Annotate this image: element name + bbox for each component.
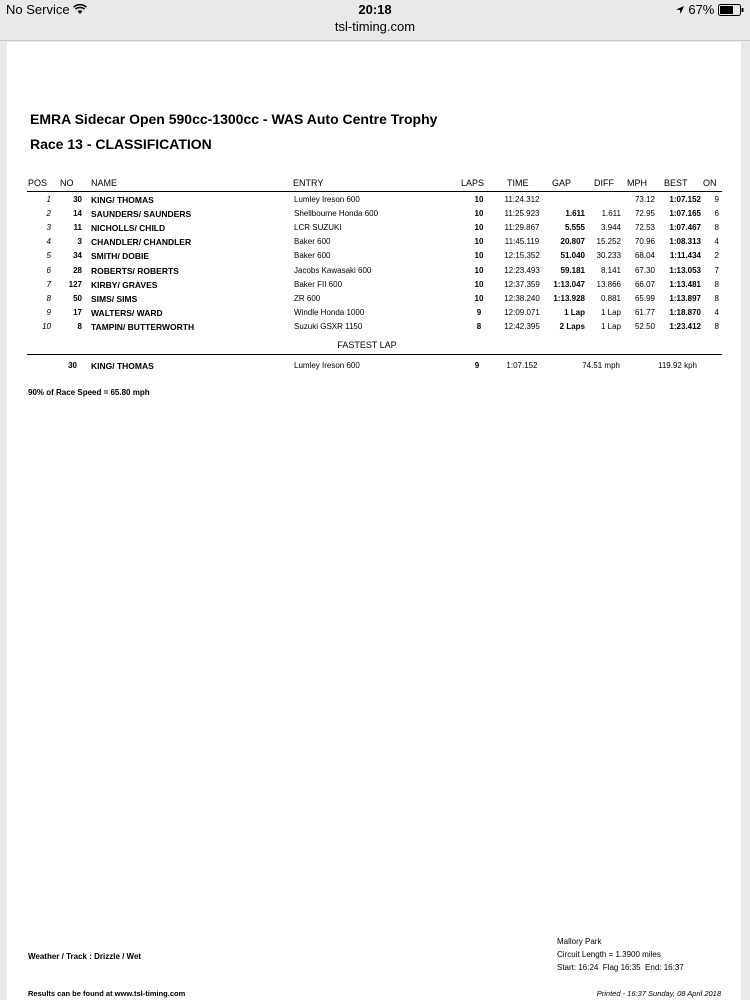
printed-timestamp: Printed - 16:37 Sunday, 08 April 2018 — [596, 989, 721, 998]
weather-info: Weather / Track : Drizzle / Wet — [28, 952, 142, 961]
cell-time: 12:09.071 — [504, 307, 540, 317]
location-arrow-icon — [675, 5, 685, 15]
cell-entry: LCR SUZUKI — [294, 223, 342, 233]
cell-no: 127 — [68, 279, 82, 289]
col-header-pos: POS — [28, 178, 48, 188]
cell-on: 8 — [714, 293, 719, 303]
col-header-entry: ENTRY — [293, 178, 324, 188]
cell-name: ROBERTS/ ROBERTS — [91, 265, 179, 276]
col-header-gap: GAP — [552, 178, 572, 188]
cell-on: 7 — [714, 265, 719, 275]
cell-no: 8 — [77, 321, 82, 331]
cell-time: 11:45.119 — [504, 237, 540, 247]
circuit-name: Mallory Park — [557, 937, 602, 946]
cell-best: 1:07.467 — [669, 223, 701, 233]
cell-entry: Shellbourne Honda 600 — [294, 209, 379, 219]
col-header-laps: LAPS — [461, 178, 485, 188]
cell-best: 1:13.053 — [669, 265, 701, 275]
cell-entry: Baker FII 600 — [294, 279, 343, 289]
cell-diff: 15.252 — [596, 237, 621, 247]
cell-entry: Baker 600 — [294, 237, 331, 247]
cell-name: WALTERS/ WARD — [91, 307, 163, 318]
fastest-lap-lap: 9 — [474, 361, 480, 370]
cell-mph: 70.96 — [634, 237, 655, 247]
cell-name: KIRBY/ GRAVES — [91, 279, 158, 290]
race-speed-note: 90% of Race Speed = 65.80 mph — [28, 388, 150, 397]
cell-mph: 68.04 — [634, 251, 655, 261]
cell-diff: 3.944 — [600, 223, 621, 233]
cell-laps: 9 — [476, 307, 482, 317]
cell-laps: 10 — [474, 265, 484, 275]
cell-entry: Windle Honda 1000 — [294, 307, 365, 317]
cell-name: TAMPIN/ BUTTERWORTH — [91, 321, 195, 332]
cell-mph: 67.30 — [634, 265, 655, 275]
cell-gap: 1:13.047 — [553, 279, 585, 289]
cell-entry: Suzuki GSXR 1150 — [294, 321, 363, 331]
results-page — [7, 42, 741, 1000]
cell-diff: 13.866 — [596, 279, 621, 289]
cell-no: 34 — [73, 251, 82, 261]
cell-entry: ZR 600 — [294, 293, 321, 303]
cell-no: 11 — [73, 223, 82, 233]
cell-gap: 51.040 — [560, 251, 585, 261]
cell-best: 1:07.165 — [669, 209, 701, 219]
cell-on: 9 — [714, 195, 719, 204]
cell-laps: 8 — [476, 321, 482, 331]
page-title: EMRA Sidecar Open 590cc-1300cc - WAS Auto Centre Trophy — [30, 111, 438, 127]
cell-mph: 73.12 — [634, 195, 655, 204]
cell-entry: Lumley Ireson 600 — [294, 195, 360, 204]
cell-time: 12:37.359 — [504, 279, 540, 289]
circuit-length: Circuit Length = 1.3900 miles — [557, 950, 661, 959]
fastest-lap-kph: 119.92 kph — [658, 361, 697, 370]
cell-diff: 1 Lap — [600, 307, 621, 317]
cell-time: 12:15.352 — [504, 251, 540, 261]
cell-time: 12:23.493 — [504, 265, 540, 275]
fastest-lap-no: 30 — [68, 361, 77, 370]
cell-name: SAUNDERS/ SAUNDERS — [91, 209, 192, 220]
cell-laps: 10 — [474, 293, 484, 303]
cell-best: 1:07.152 — [669, 195, 701, 204]
cell-best: 1:11.434 — [669, 251, 701, 261]
cell-diff: 1 Lap — [600, 321, 621, 331]
cell-diff: 8.141 — [600, 265, 621, 275]
cell-pos: 4 — [46, 237, 51, 247]
cell-name: NICHOLLS/ CHILD — [91, 223, 166, 234]
cell-pos: 1 — [46, 195, 51, 204]
cell-pos: 2 — [46, 209, 51, 219]
cell-laps: 10 — [474, 251, 484, 261]
cell-laps: 10 — [474, 209, 484, 219]
cell-no: 14 — [73, 209, 82, 219]
cell-gap: 1.611 — [565, 209, 585, 219]
fastest-lap-label: FASTEST LAP — [337, 340, 397, 350]
results-link[interactable]: Results can be found at www.tsl-timing.com — [28, 989, 186, 998]
cell-name: KING/ THOMAS — [91, 195, 154, 205]
cell-pos: 5 — [46, 251, 51, 261]
cell-on: 4 — [714, 307, 719, 317]
cell-time: 11:25.923 — [504, 209, 540, 219]
col-header-time: TIME — [507, 178, 529, 188]
cell-mph: 61.77 — [634, 307, 655, 317]
cell-laps: 10 — [474, 195, 484, 204]
col-header-no: NO — [60, 178, 74, 188]
fastest-lap-entry: Lumley Ireson 600 — [294, 361, 360, 370]
battery-icon — [718, 4, 744, 16]
cell-no: 17 — [73, 307, 82, 317]
cell-laps: 10 — [474, 237, 484, 247]
cell-no: 50 — [73, 293, 82, 303]
header-rule — [27, 191, 722, 192]
battery-status: 67% — [675, 2, 744, 17]
cell-no: 28 — [73, 265, 82, 275]
cell-mph: 72.95 — [634, 209, 655, 219]
cell-best: 1:13.481 — [669, 279, 701, 289]
cell-name: CHANDLER/ CHANDLER — [91, 237, 192, 248]
col-header-best: BEST — [664, 178, 688, 188]
cell-laps: 10 — [474, 223, 484, 233]
fastest-lap-mph: 74.51 mph — [582, 361, 620, 370]
cell-pos: 3 — [46, 223, 51, 233]
fastest-lap-time: 1:07.152 — [506, 361, 538, 370]
circuit-info — [557, 935, 684, 974]
fastest-lap-name: KING/ THOMAS — [91, 361, 154, 371]
col-header-name: NAME — [91, 178, 118, 188]
cell-diff: 30.233 — [596, 251, 621, 261]
cell-time: 11:29.867 — [504, 223, 540, 233]
cell-time: 12:42.395 — [504, 321, 540, 331]
cell-time: 12:38.240 — [504, 293, 540, 303]
cell-mph: 52.50 — [634, 321, 655, 331]
cell-gap: 1 Lap — [564, 307, 585, 317]
cell-diff: 1.611 — [601, 209, 621, 219]
cell-no: 3 — [77, 237, 82, 247]
clock: 20:18 — [358, 2, 392, 17]
cell-gap: 20.807 — [560, 237, 585, 247]
cell-gap: 59.181 — [560, 265, 585, 275]
cell-mph: 66.07 — [634, 279, 655, 289]
col-header-mph: MPH — [627, 178, 647, 188]
cell-entry: Jacobs Kawasaki 600 — [294, 265, 372, 275]
cell-best: 1:13.897 — [669, 293, 701, 303]
col-header-diff: DIFF — [594, 178, 614, 188]
race-times: Start: 16:24 Flag 16:35 End: 16:37 — [557, 963, 684, 972]
cell-on: 8 — [714, 321, 719, 331]
cell-time: 11:24.312 — [504, 195, 540, 204]
cell-best: 1:23.412 — [669, 321, 701, 331]
cell-pos: 6 — [46, 265, 51, 275]
cell-mph: 65.99 — [634, 293, 655, 303]
cell-gap: 2 Laps — [559, 321, 585, 331]
cell-laps: 10 — [474, 279, 484, 289]
cell-pos: 9 — [46, 307, 51, 317]
cell-pos: 7 — [46, 279, 51, 289]
fastest-lap-rule — [27, 354, 722, 355]
cell-pos: 8 — [46, 293, 51, 303]
cell-no: 30 — [73, 195, 82, 204]
cell-mph: 72.53 — [634, 223, 655, 233]
cell-gap: 1:13.928 — [553, 293, 585, 303]
cell-on: 8 — [714, 279, 719, 289]
address-bar[interactable] — [0, 18, 750, 41]
col-header-on: ON — [703, 178, 717, 188]
status-bar — [0, 0, 750, 18]
cell-name: SMITH/ DOBIE — [91, 251, 150, 262]
cell-on: 4 — [714, 237, 719, 247]
cell-on: 2 — [714, 251, 719, 261]
cell-entry: Baker 600 — [294, 251, 331, 261]
cell-best: 1:08.313 — [669, 237, 701, 247]
carrier-label: No Service — [6, 2, 87, 17]
url-text: tsl-timing.com — [334, 19, 416, 34]
cell-on: 6 — [714, 209, 719, 219]
cell-name: SIMS/ SIMS — [91, 293, 138, 304]
page-subtitle: Race 13 - CLASSIFICATION — [30, 136, 212, 152]
cell-pos: 10 — [42, 321, 51, 331]
cell-best: 1:18.870 — [669, 307, 701, 317]
cell-gap: 5.555 — [564, 223, 585, 233]
cell-on: 8 — [714, 223, 719, 233]
cell-diff: 0.881 — [600, 293, 621, 303]
